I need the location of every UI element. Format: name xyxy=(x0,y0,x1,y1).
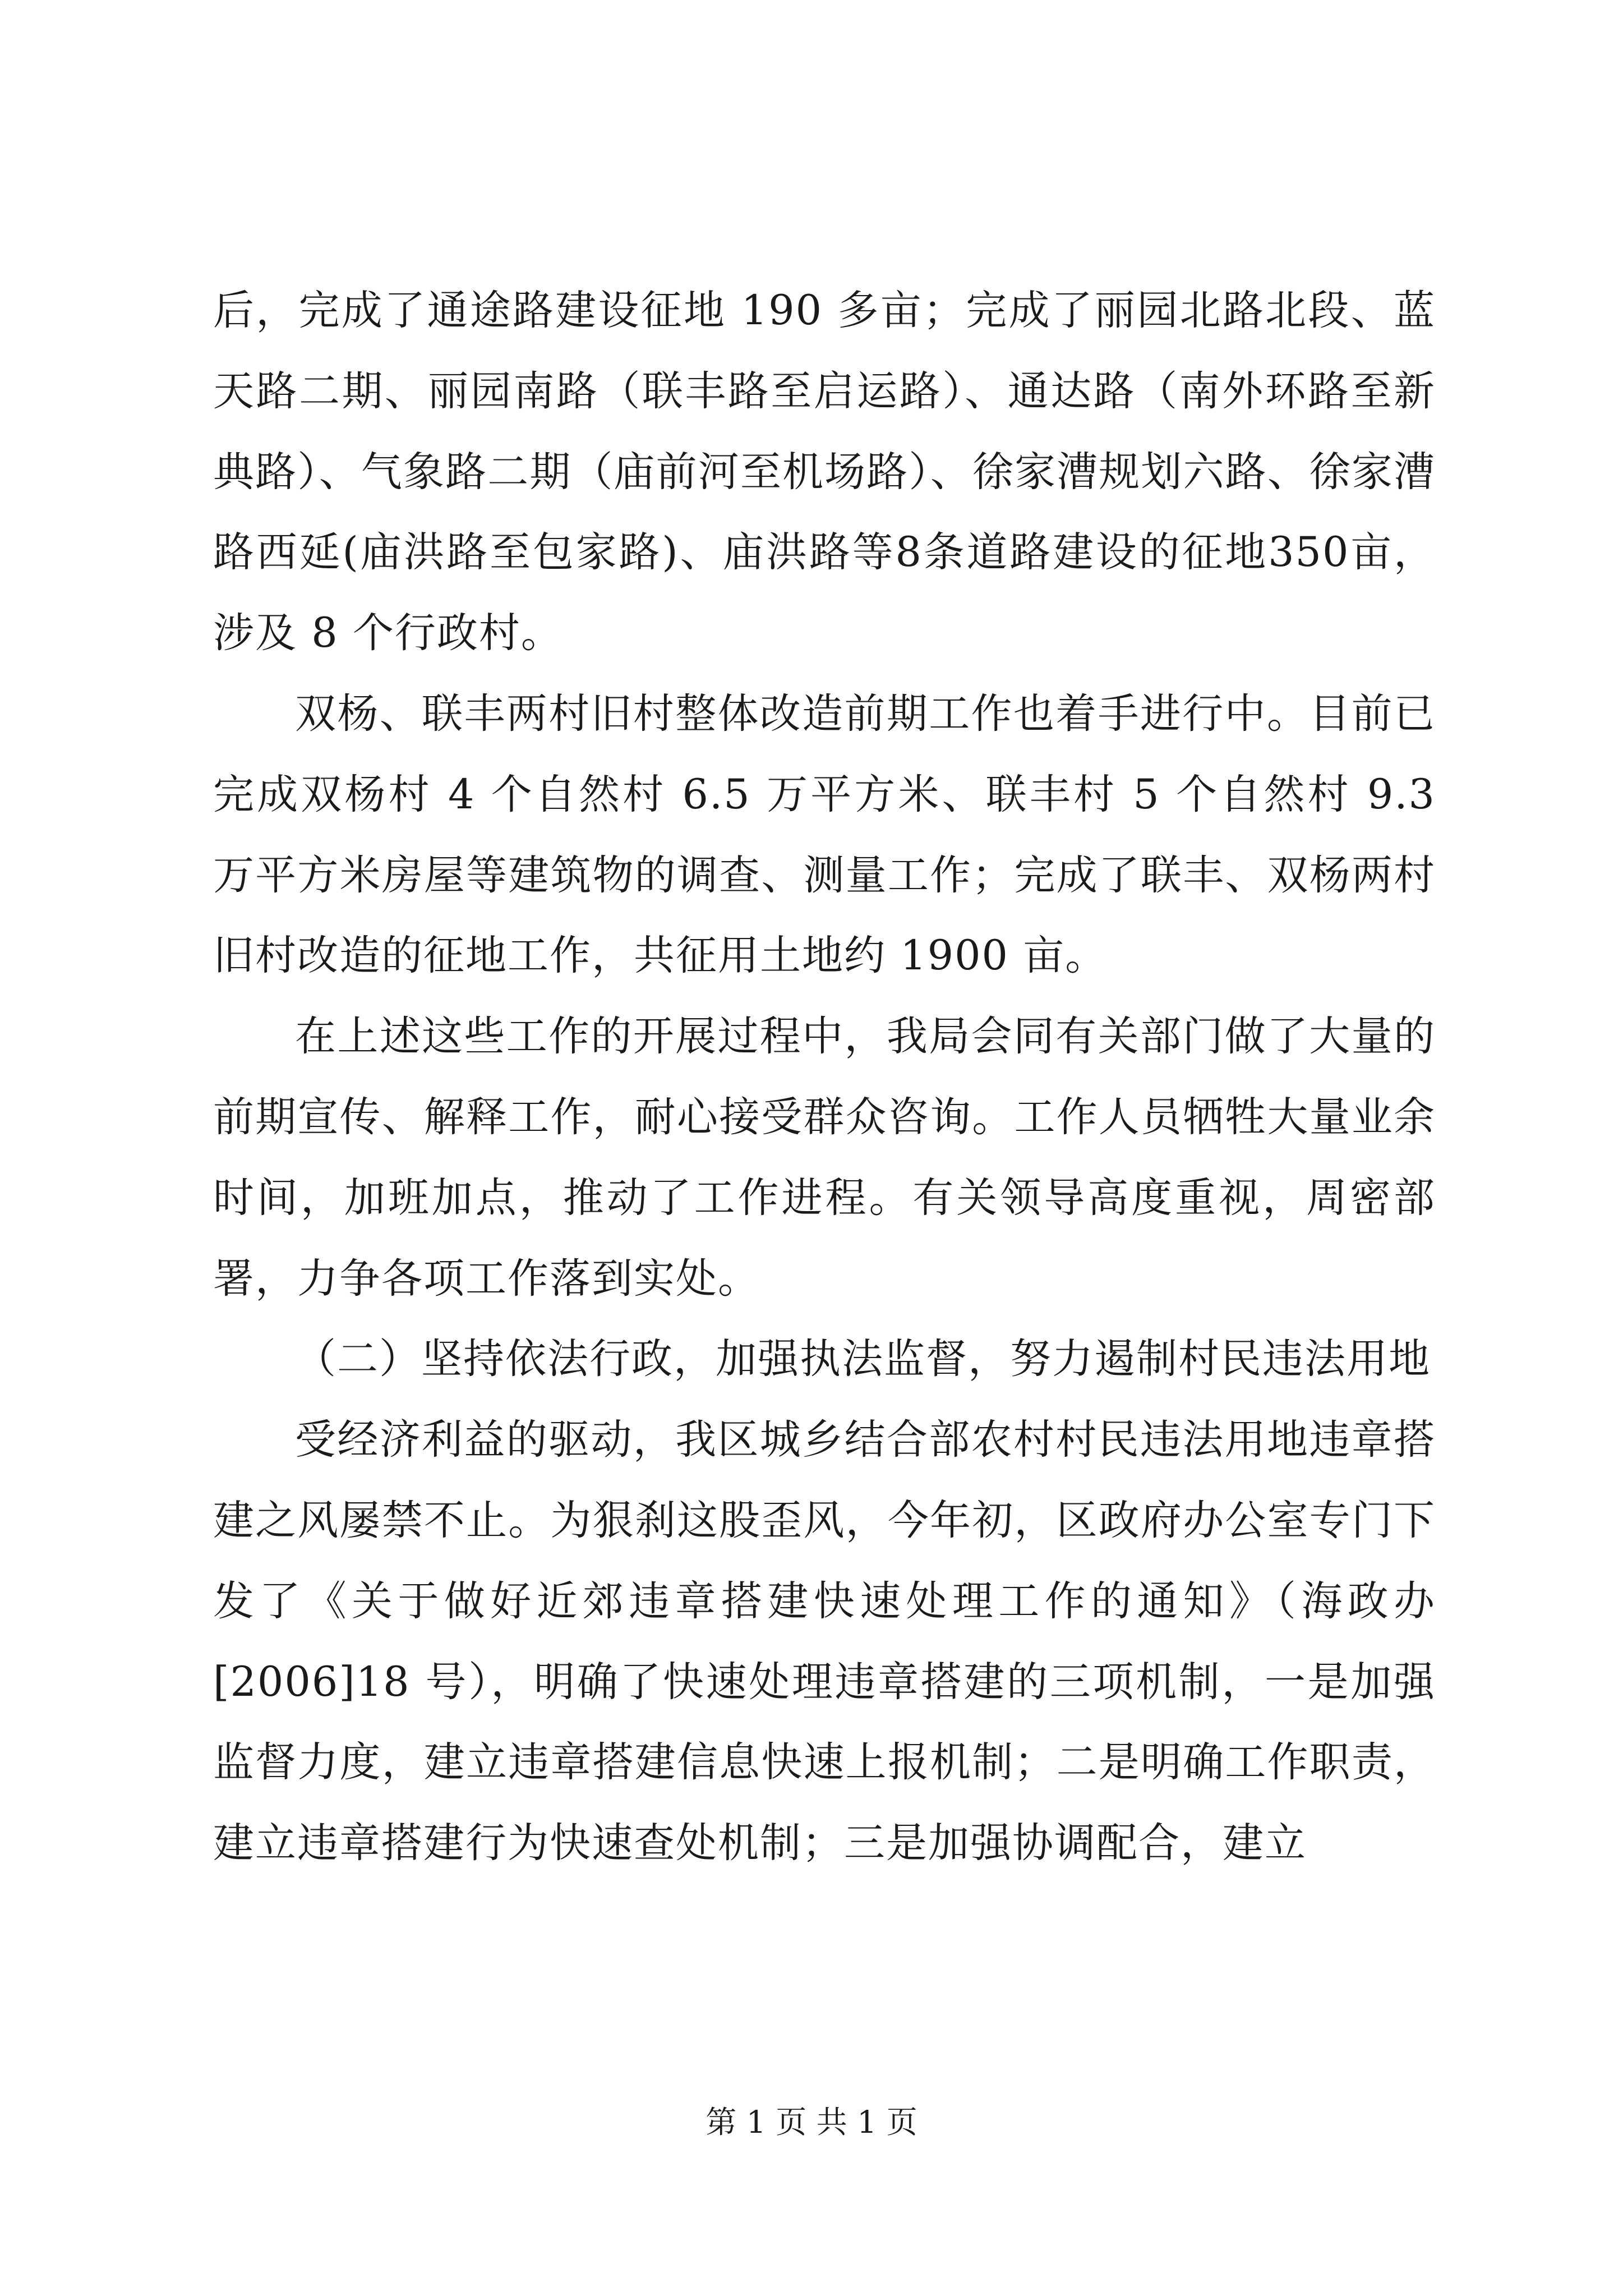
section-heading-law-enforcement: （二）坚持依法行政，加强执法监督，努力遏制村民违法用地 xyxy=(295,1335,1431,1383)
paragraph-illegal-construction: 受经济利益的驱动，我区城乡结合部农村村民违法用地违章搭建之风屡禁不止。为狠刹这股歪风，今年初，区政府办公室专门下发了《关于做好近郊违章搭建快速处理工作的通知》（海政办[2006]18 号），明确了快速处理违章搭建的三项机制，一是加强监督力度，建立违章搭建信息快速上报机制；二是明确工作职责，建立违章搭建行为快速查处机制；三是加强协调配合，建立 xyxy=(213,1416,1436,1867)
paragraph-village-renovation: 双杨、联丰两村旧村整体改造前期工作也着手进行中。目前已完成双杨村 4 个自然村 6.5 万平方米、联丰村 5 个自然村 9.3 万平方米房屋等建筑物的调查、测量工作；完成了联丰、双杨两村旧村改造的征地工作，共征用土地约 1900 亩。 xyxy=(213,689,1436,980)
page-footer: 第 1 页 共 1 页 xyxy=(706,2104,917,2140)
paragraph-publicity-work: 在上述这些工作的开展过程中，我局会同有关部门做了大量的前期宣传、解释工作，耐心接受群众咨询。工作人员牺牲大量业余时间，加班加点，推动了工作进程。有关领导高度重视，周密部署，力争各项工作落到实处。 xyxy=(213,1013,1436,1303)
paragraph-road-land-acquisition: 后，完成了通途路建设征地 190 多亩；完成了丽园北路北段、蓝天路二期、丽园南路（联丰路至启运路）、通达路（南外环路至新典路）、气象路二期（庙前河至机场路）、徐家漕规划六路、徐家漕路西延(庙洪路至包家路)、庙洪路等8条道路建设的征地350亩，涉及 8 个行政村。 xyxy=(213,287,1436,657)
body-text xyxy=(213,270,1436,1884)
